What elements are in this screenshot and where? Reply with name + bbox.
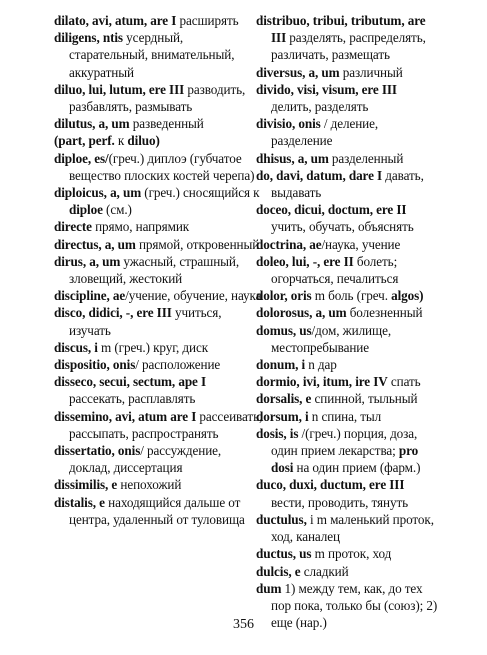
dictionary-entry <box>54 150 264 184</box>
entry-headword: domus, us <box>256 322 312 338</box>
entry-translation: (греч.) диплоэ (губчатое вещество плоских костей черепа) <box>69 150 255 183</box>
dictionary-entry <box>256 64 438 81</box>
entry-translation: m боль (греч. <box>311 288 392 304</box>
entry-translation: разводить, разбавлять, размывать <box>69 81 246 115</box>
dictionary-entry <box>54 304 264 338</box>
entry-headword: dissemino, avi, atum are I <box>54 408 197 424</box>
dictionary-entry <box>256 253 438 287</box>
entry-translation: различный <box>339 64 403 80</box>
entry-translation: m проток, ход <box>311 546 392 562</box>
entry-translation: /учение, обучение, наука <box>125 288 262 304</box>
entry-headword: distribuo, tribui, tributum, are III <box>256 13 426 46</box>
dictionary-entry <box>256 304 438 321</box>
entry-headword: directus, a, um <box>54 236 136 252</box>
entry-headword: diluo, lui, lutum, ere III <box>54 81 185 97</box>
dictionary-entry <box>256 476 438 510</box>
dictionary-entry <box>256 12 438 64</box>
dictionary-entry <box>256 81 438 115</box>
dictionary-entry <box>54 476 264 493</box>
entry-reference: diluo) <box>127 133 160 149</box>
entry-headword: divisio, onis <box>256 116 321 132</box>
entry-headword: ductus, us <box>256 546 312 562</box>
entry-headword: dulcis, e <box>256 563 301 579</box>
entry-translation: на один прием (фарм.) <box>293 460 421 476</box>
entry-translation: болеть; огорчаться, печалиться <box>271 253 399 287</box>
entry-headword: (part, perf. <box>54 133 115 149</box>
entry-headword: doctrina, ae <box>256 236 322 252</box>
entry-headword: doceo, dicui, doctum, ere II <box>256 202 407 218</box>
entry-headword: ductulus, <box>256 511 307 527</box>
entry-reference: pro dosi <box>271 443 419 476</box>
entry-translation: m (греч.) круг, диск <box>97 339 209 355</box>
entry-headword: dhisus, a, um <box>256 150 329 166</box>
entry-headword: doleo, lui, -, ere II <box>256 253 354 269</box>
entry-translation: прямой, откровенный <box>135 236 260 252</box>
entry-headword: dum <box>256 580 282 596</box>
entry-translation: усердный, старательный, внимательный, аккуратный <box>69 30 235 80</box>
entry-translation: n дар <box>305 357 337 373</box>
entry-reference: diploe <box>69 202 103 218</box>
entry-translation: 1) между тем, как, до тех пор пока, только бы (союз); 2) еще (нар.) <box>271 580 438 631</box>
dictionary-entry <box>54 408 264 442</box>
entry-reference: algos) <box>391 288 424 304</box>
dictionary-entry <box>54 218 264 235</box>
dictionary-entry <box>256 167 438 201</box>
entry-translation: (греч.) сносящийся к <box>141 185 260 201</box>
entry-translation: рассекать, расплавлять <box>69 391 196 407</box>
entry-translation: /наука, учение <box>321 236 401 252</box>
entry-headword: dissertatio, onis <box>54 443 141 459</box>
entry-translation: делить, разделять <box>271 99 369 115</box>
entry-translation: рассеивать, рассыпать, распространять <box>69 408 263 441</box>
dictionary-entry <box>256 408 438 425</box>
entry-headword: dorsalis, e <box>256 391 312 407</box>
dictionary-entry <box>256 287 438 304</box>
entry-translation: сладкий <box>300 563 349 579</box>
entry-headword: divido, visi, visum, ere III <box>256 81 397 97</box>
entry-headword: distalis, e <box>54 494 105 510</box>
entry-translation: находящийся дальше от центра, удаленный от туловища <box>69 494 245 527</box>
entry-translation: вести, проводить, тянуть <box>271 494 409 510</box>
entry-headword: dissimilis, e <box>54 477 118 493</box>
entry-headword: diligens, ntis <box>54 30 123 46</box>
entry-translation: ужасный, страшный, зловещий, жестокий <box>69 253 240 287</box>
entry-headword: disseco, secui, sectum, ape I <box>54 374 207 390</box>
dictionary-entry <box>54 287 264 304</box>
entry-translation: спинной, тыльный <box>311 391 418 407</box>
entry-headword: dolorosus, a, um <box>256 305 347 321</box>
entry-translation: учиться, изучать <box>69 305 222 338</box>
entry-translation: непохожий <box>117 477 182 493</box>
left-column <box>54 12 264 528</box>
entry-translation: разделенный <box>328 150 404 166</box>
entry-translation: спать <box>387 374 421 390</box>
entry-headword: donum, i <box>256 357 306 373</box>
entry-translation: / расположение <box>135 357 221 373</box>
dictionary-entry <box>54 253 264 287</box>
entry-translation: давать, выдавать <box>271 167 424 201</box>
dictionary-entry <box>256 236 438 253</box>
dictionary-entry <box>54 115 264 132</box>
entry-headword: disco, didici, -, ere III <box>54 305 172 321</box>
entry-translation: / рассуждение, доклад, диссертация <box>69 443 222 476</box>
dictionary-entry <box>256 511 438 545</box>
page-number: 356 <box>233 617 254 632</box>
dictionary-entry <box>256 356 438 373</box>
entry-headword: diploicus, a, um <box>54 185 142 201</box>
dictionary-entry <box>54 339 264 356</box>
dictionary-entry <box>256 322 438 356</box>
entry-translation: /(греч.) порция, доза, один прием лекарства; <box>271 425 418 459</box>
entry-headword: dilutus, a, um <box>54 116 130 132</box>
entry-translation: болезненный <box>346 305 423 321</box>
dictionary-entry <box>54 442 264 476</box>
dictionary-entry <box>54 356 264 373</box>
entry-translation: / деление, разделение <box>271 116 379 149</box>
entry-translation: учить, обучать, объяснять <box>271 219 414 235</box>
entry-translation: к <box>114 133 128 149</box>
entry-translation: расширять <box>176 13 239 28</box>
entry-translation: i m маленький проток, ход, каналец <box>271 511 434 545</box>
dictionary-entry <box>256 373 438 390</box>
entry-headword: do, davi, datum, dare I <box>256 167 383 183</box>
dictionary-entry <box>256 390 438 407</box>
entry-headword: diploe, es/ <box>54 150 109 166</box>
entry-headword: discus, i <box>54 339 98 355</box>
entry-headword: directe <box>54 219 92 235</box>
dictionary-entry <box>256 425 438 477</box>
dictionary-entry <box>256 150 438 167</box>
entry-headword: dirus, a, um <box>54 253 121 269</box>
entry-headword: duco, duxi, ductum, ere III <box>256 477 405 493</box>
entry-translation: разведенный <box>129 116 204 132</box>
entry-headword: discipline, ae <box>54 288 126 304</box>
right-column <box>256 12 438 631</box>
entry-translation: (см.) <box>102 202 132 218</box>
entry-translation: n спина, тыл <box>308 408 382 424</box>
entry-headword: dispositio, onis <box>54 357 136 373</box>
entry-headword: dilato, avi, atum, are I <box>54 13 177 28</box>
dictionary-entry <box>54 184 264 218</box>
dictionary-entry <box>54 494 264 528</box>
dictionary-entry <box>54 373 264 407</box>
dictionary-entry <box>256 563 438 580</box>
dictionary-entry <box>54 81 264 115</box>
entry-translation: разделять, распределять, различать, размещать <box>271 30 426 63</box>
entry-headword: dolor, oris <box>256 288 312 304</box>
dictionary-entry <box>54 236 264 253</box>
entry-translation: /дом, жилище, местопребывание <box>271 322 392 355</box>
dictionary-entry <box>256 545 438 562</box>
entry-headword: dosis, is <box>256 425 299 441</box>
entry-headword: diversus, a, um <box>256 64 340 80</box>
dictionary-entry <box>54 12 264 29</box>
entry-translation: прямо, напрямик <box>91 219 190 235</box>
dictionary-entry <box>54 29 264 81</box>
dictionary-entry <box>54 132 264 149</box>
entry-headword: dormio, ivi, itum, ire IV <box>256 374 388 390</box>
dictionary-entry <box>256 115 438 149</box>
entry-headword: dorsum, i <box>256 408 309 424</box>
dictionary-entry <box>256 201 438 235</box>
